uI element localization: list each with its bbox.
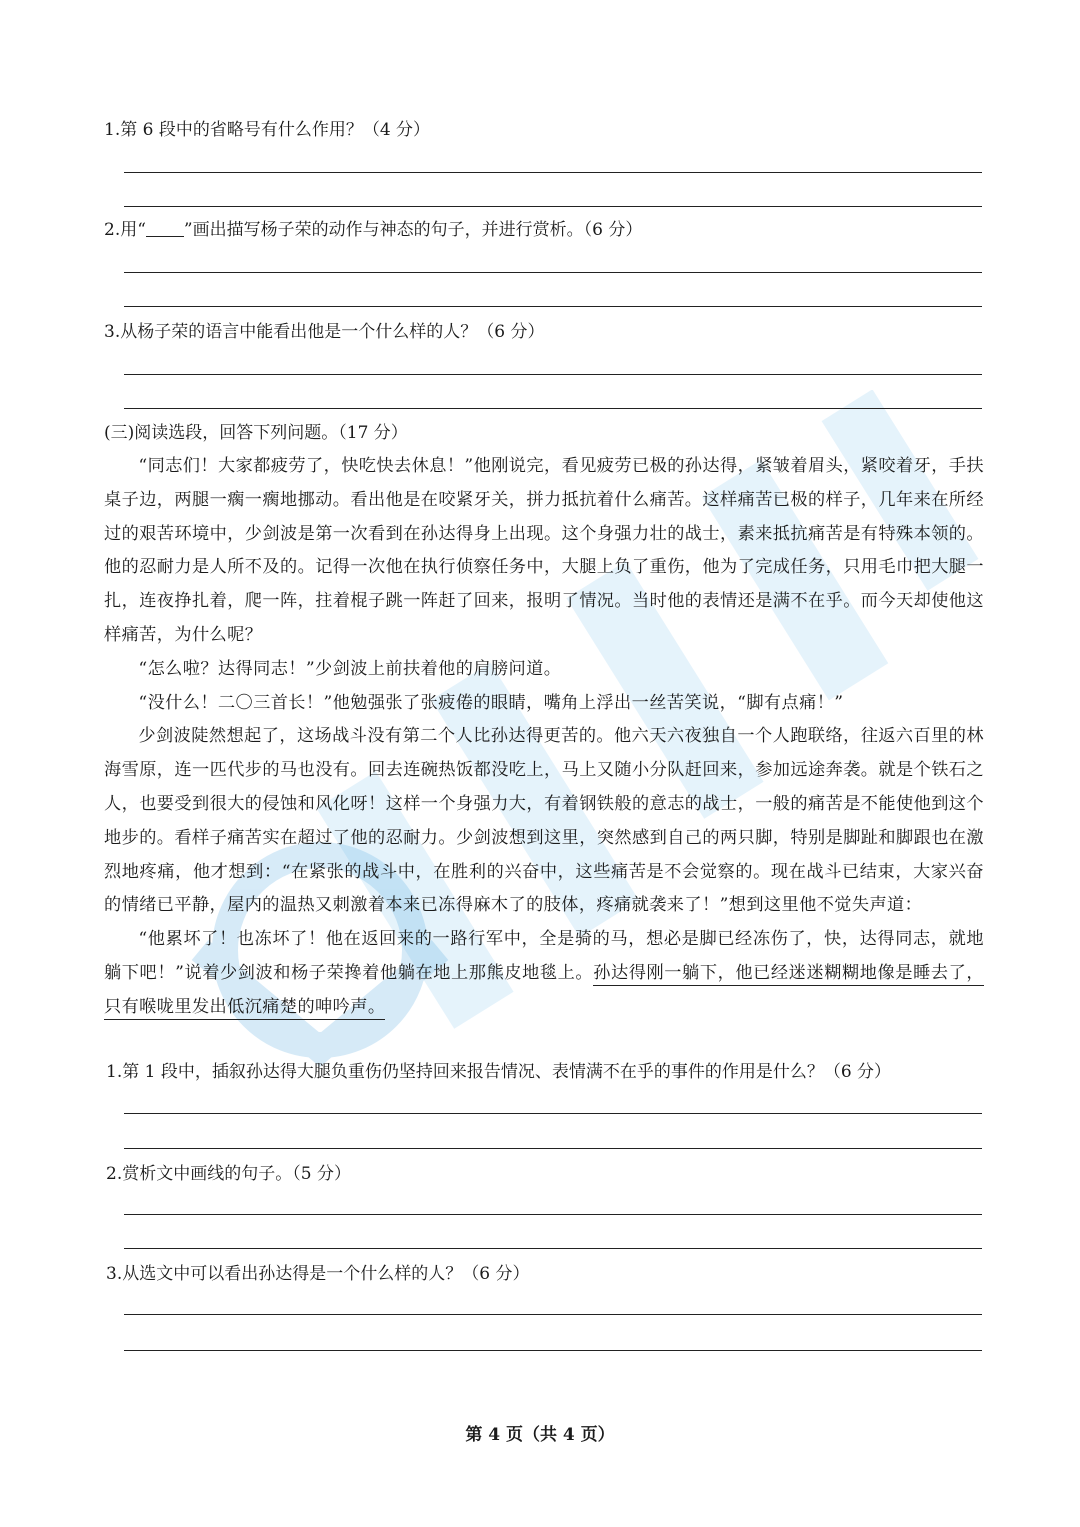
reading-passage bbox=[104, 450, 984, 1025]
question-3-2: 2.赏析文中画线的句子。（5 分） bbox=[106, 1164, 351, 1184]
section-3-title: (三)阅读选段，回答下列问题。（17 分） bbox=[104, 423, 408, 443]
answer-line[interactable] bbox=[124, 206, 982, 207]
question-3-1: 1.第 1 段中，插叙孙达得大腿负重伤仍坚持回来报告情况、表情满不在乎的事件的作用是什么？（6 分） bbox=[106, 1062, 892, 1082]
passage-paragraph: “怎么啦？达得同志！”少剑波上前扶着他的肩膀问道。 bbox=[138, 658, 562, 679]
question-top-2-prefix: 2.用“ bbox=[104, 220, 146, 240]
answer-line[interactable] bbox=[124, 1113, 982, 1114]
answer-line[interactable] bbox=[124, 1148, 982, 1149]
answer-line[interactable] bbox=[124, 408, 982, 409]
answer-line[interactable] bbox=[124, 1248, 982, 1249]
passage-last-plain: “他累坏了！也冻坏了！他在返回来的一路行军中，全是骑的马，想必是脚已经冻伤了，快，达得同志，就地躺下吧！”说着少剑波和杨子荣搀着他躺在地上那熊皮地毯上。 bbox=[104, 929, 984, 983]
question-top-2-suffix: ”画出描写杨子荣的动作与神态的句子，并进行赏析。（6 分） bbox=[183, 220, 643, 240]
passage-paragraph: 少剑波陡然想起了，这场战斗没有第二个人比孙达得更苦的。他六天六夜独自一个人跑联络，往返六百里的林海雪原，连一匹代步的马也没有。回去连碗热饭都没吃上，马上又随小分队赶回来，参加远途奔袭。就是个铁石之人，也要受到很大的侵蚀和风化呀！这样一个身强力大，有着钢铁般的意志的战士，一般的痛苦是不能使他到这个地步的。看样子痛苦实在超过了他的忍耐力。少剑波想到这里，突然感到自己的两只脚，特别是脚趾和脚跟也在激烈地疼痛，他才想到：“在紧张的战斗中，在胜利的兴奋中，这些痛苦是不会觉察的。现在战斗已结束，大家兴奋的情绪已平静，屋内的温热又刺激着本来已冻得麻木了的肢体，疼痛就袭来了！”想到这里他不觉失声道： bbox=[104, 726, 984, 916]
underline-sample bbox=[146, 218, 184, 237]
question-3-3: 3.从选文中可以看出孙达得是一个什么样的人？（6 分） bbox=[106, 1264, 530, 1284]
underlined-sentence: 孙达得刚一躺下，他已经迷迷糊糊地像是睡去了，只有喉咙里发出低沉痛楚的呻吟声。 bbox=[104, 963, 984, 1020]
answer-line[interactable] bbox=[124, 1214, 982, 1215]
passage-paragraph-last bbox=[104, 923, 984, 1024]
question-top-3: 3.从杨子荣的语言中能看出他是一个什么样的人？（6 分） bbox=[104, 322, 545, 342]
question-top-1: 1.第 6 段中的省略号有什么作用？（4 分） bbox=[104, 120, 431, 140]
question-top-2 bbox=[104, 218, 642, 242]
passage-paragraph: “同志们！大家都疲劳了，快吃快去休息！”他刚说完，看见疲劳已极的孙达得，紧皱着眉头，紧咬着牙，手扶桌子边，两腿一瘸一瘸地挪动。看出他是在咬紧牙关，拼力抵抗着什么痛苦。这样痛苦已极的样子，几年来在所经过的艰苦环境中，少剑波是第一次看到在孙达得身上出现。这个身强力壮的战士，素来抵抗痛苦是有特殊本领的。他的忍耐力是人所不及的。记得一次他在执行侦察任务中，大腿上负了重伤，他为了完成任务，只用毛巾把大腿一扎，连夜挣扎着，爬一阵，拄着棍子跳一阵赶了回来，报明了情况。当时他的表情还是满不在乎。而今天却使他这样痛苦，为什么呢？ bbox=[104, 456, 984, 645]
answer-line[interactable] bbox=[124, 374, 982, 375]
answer-line[interactable] bbox=[124, 272, 982, 273]
answer-line[interactable] bbox=[124, 1314, 982, 1315]
page-number-footer: 第 4 页（共 4 页） bbox=[465, 1425, 615, 1445]
answer-line[interactable] bbox=[124, 1350, 982, 1351]
answer-line[interactable] bbox=[124, 306, 982, 307]
passage-paragraph: “没什么！二〇三首长！”他勉强张了张疲倦的眼睛，嘴角上浮出一丝苦笑说，“脚有点痛！” bbox=[138, 692, 844, 713]
answer-line[interactable] bbox=[124, 172, 982, 173]
